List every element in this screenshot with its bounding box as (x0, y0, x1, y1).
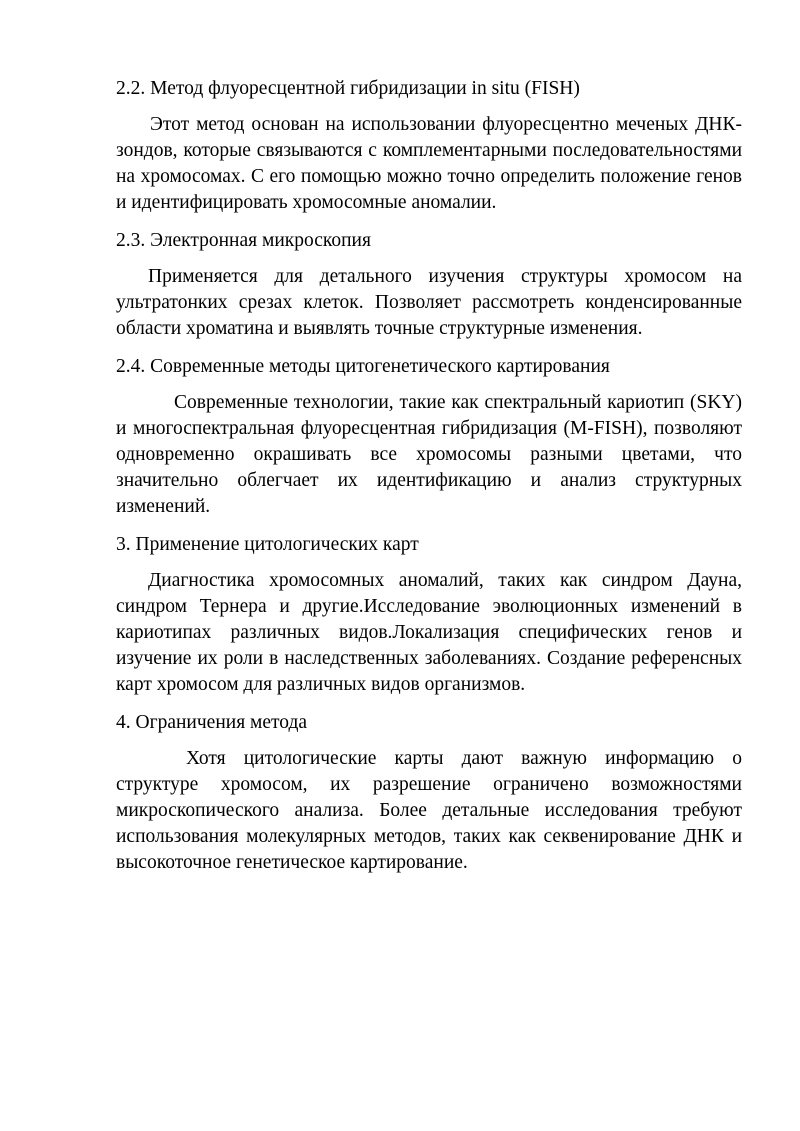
section-heading: 2.2. Метод флуоресцентной гибридизации in situ (FISH) (116, 78, 580, 99)
document-body (116, 76, 742, 888)
section-2-4 (116, 354, 742, 520)
section-heading: 4. Ограничения метода (116, 712, 308, 733)
section-2-2 (116, 76, 742, 216)
section-paragraph: Хотя цитологические карты дают важную информацию о структуре хромосом, их разрешение ограничено возможностями микроскопического анализа. Более детальные исследования требуют использования молекулярных методов, таких как секвенирование ДНК и высокоточное генетическое картирование. (116, 748, 742, 873)
section-heading: 3. Применение цитологических карт (116, 534, 419, 555)
section-3 (116, 532, 742, 698)
section-paragraph: Этот метод основан на использовании флуоресцентно меченых ДНК-зондов, которые связываются с комплементарными последовательностями на хромосомах. С его помощью можно точно определить положение генов и идентифицировать хромосомные аномалии. (116, 114, 742, 213)
section-heading: 2.3. Электронная микроскопия (116, 230, 371, 251)
section-heading: 2.4. Современные методы цитогенетического картирования (116, 356, 610, 377)
section-paragraph: Применяется для детального изучения структуры хромосом на ультратонких срезах клеток. Позволяет рассмотреть конденсированные области хроматина и выявлять точные структурные изменения. (116, 266, 742, 339)
section-paragraph: Диагностика хромосомных аномалий, таких как синдром Дауна, синдром Тернера и другие.Исследование эволюционных изменений в кариотипах различных видов.Локализация специфических генов и изучение их роли в наследственных заболеваниях. Создание референсных карт хромосом для различных видов организмов. (116, 570, 742, 695)
section-2-3 (116, 228, 742, 342)
section-paragraph: Современные технологии, такие как спектральный кариотип (SKY) и многоспектральная флуоресцентная гибридизация (M-FISH), позволяют одновременно окрашивать все хромосомы разными цветами, что значительно облегчает их идентификацию и анализ структурных изменений. (116, 392, 742, 517)
section-4 (116, 710, 742, 876)
